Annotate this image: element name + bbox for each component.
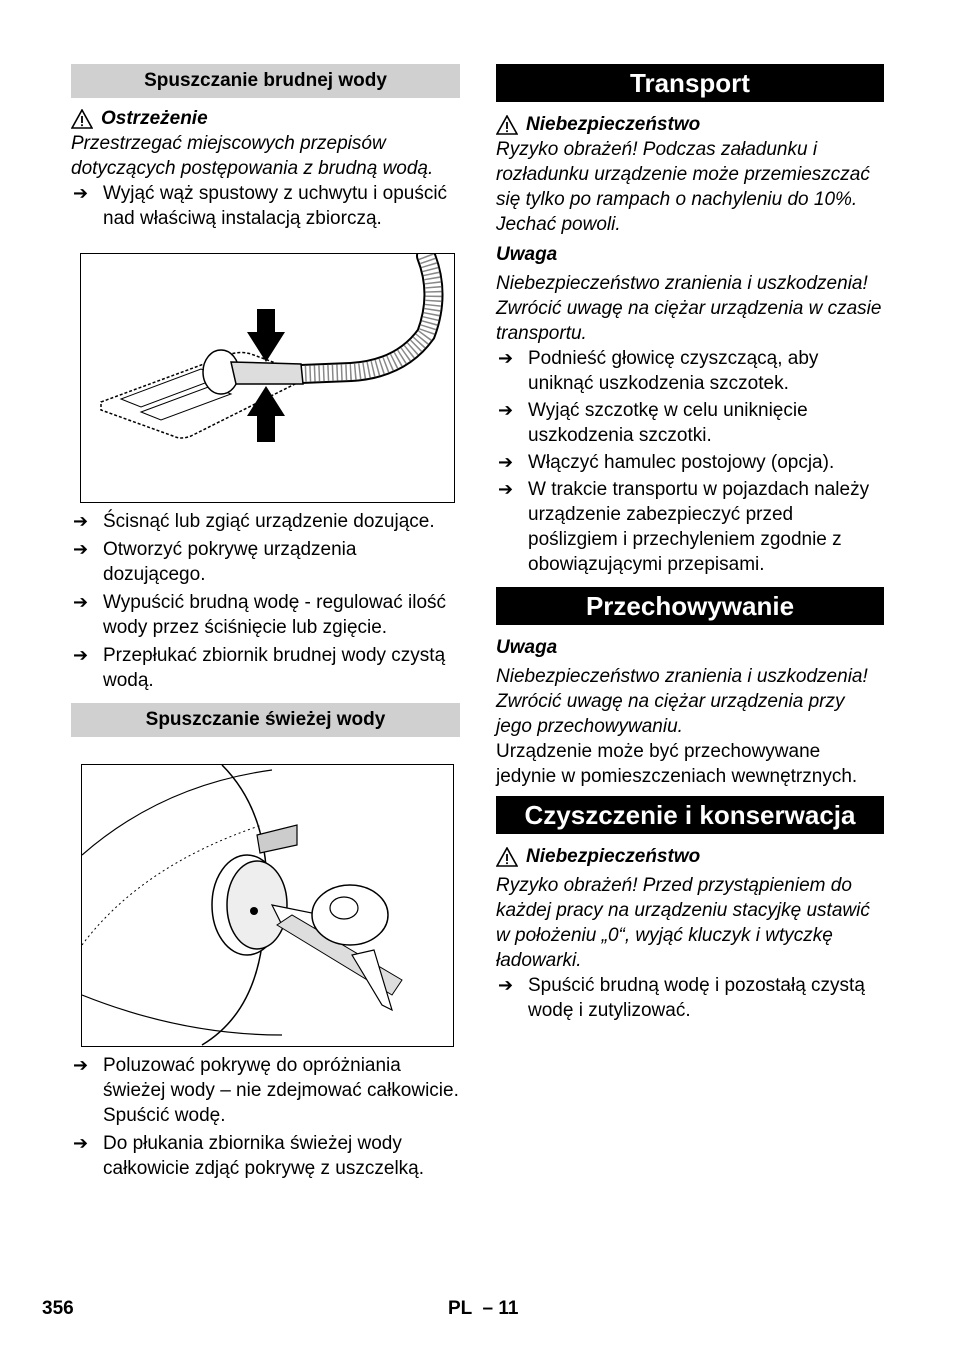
section-title-dirty-water: Spuszczanie brudnej wody	[71, 64, 460, 98]
arrow-right-icon: ➔	[73, 1133, 89, 1153]
drain-hose-illustration	[81, 254, 456, 504]
warning-triangle-icon	[496, 847, 518, 867]
arrow-right-icon: ➔	[498, 975, 514, 995]
list-item: ➔ Ścisnąć lub zgiąć urządzenie dozujące.	[73, 511, 435, 532]
fresh-water-illustration	[82, 765, 455, 1048]
cleaning-bullets	[496, 973, 884, 1023]
note-text: Niebezpieczeństwo zranienia i uszkodzenia! Zwrócić uwagę na ciężar urządzenia w czasie transportu.	[496, 273, 882, 344]
storage-text: Urządzenie może być przechowywane jedynie w pomieszczeniach wewnętrznych.	[496, 741, 858, 787]
list-item: ➔ Wyjąć szczotkę w celu uniknięcie uszkodzenia szczotki.	[498, 400, 808, 446]
arrow-right-icon: ➔	[73, 539, 89, 559]
arrow-right-icon: ➔	[73, 1055, 89, 1075]
arrow-right-icon: ➔	[498, 400, 514, 420]
arrow-right-icon: ➔	[73, 592, 89, 612]
section-title-transport: Transport	[496, 64, 884, 102]
bullet-list-c	[71, 1053, 460, 1181]
right-column	[496, 64, 884, 1023]
arrow-right-icon: ➔	[498, 348, 514, 368]
section-title-cleaning: Czyszczenie i konserwacja	[496, 796, 884, 834]
page-number: 356	[42, 1298, 74, 1319]
warning-triangle-icon	[71, 109, 93, 129]
list-item: ➔ Poluzować pokrywę do opróżniania świeżej wody – nie zdejmować całkowicie. Spuścić wodę.	[73, 1055, 459, 1126]
warning-triangle-icon	[496, 115, 518, 135]
transport-bullets	[496, 346, 884, 577]
warning-text: Przestrzegać miejscowych przepisów dotyczących postępowania z brudną wodą.	[71, 133, 434, 179]
arrow-right-icon: ➔	[73, 183, 89, 203]
arrow-right-icon: ➔	[498, 479, 514, 499]
language-page-label: PL – 11	[448, 1298, 519, 1319]
danger-label: Niebezpieczeństwo	[496, 844, 884, 869]
list-item: ➔ Do płukania zbiornika świeżej wody całkowicie zdjąć pokrywę z uszczelką.	[73, 1133, 425, 1179]
list-item: ➔ Spuścić brudną wodę i pozostałą czystą wodę i zutylizować.	[498, 975, 865, 1021]
warning-label: Ostrzeżenie	[71, 106, 460, 131]
list-item: ➔ Otworzyć pokrywę urządzenia dozującego.	[73, 539, 357, 585]
arrow-right-icon: ➔	[73, 645, 89, 665]
arrow-right-icon: ➔	[498, 452, 514, 472]
note-label: Uwaga	[496, 244, 558, 265]
left-column	[71, 64, 460, 1181]
list-item: ➔ W trakcie transportu w pojazdach należy urządzenie zabezpieczyć przed poślizgiem i przechyleniem zgodnie z obowiązującymi przepisami.	[498, 479, 870, 575]
danger-text: Ryzyko obrażeń! Podczas załadunku i rozładunku urządzenie może przemieszczać się tylko po rampach o nachyleniu do 10%. Jechać powoli.	[496, 139, 870, 235]
list-item: ➔ Wyjąć wąż spustowy z uchwytu i opuścić nad właściwą instalacją zbiorczą.	[73, 183, 448, 229]
list-item: ➔ Wypuścić brudną wodę - regulować ilość wody przez ściśnięcie lub zgięcie.	[73, 592, 447, 638]
list-item: ➔ Włączyć hamulec postojowy (opcja).	[498, 452, 835, 473]
note-label: Uwaga	[496, 637, 558, 658]
bullet-list-a	[71, 181, 460, 231]
note-text: Niebezpieczeństwo zranienia i uszkodzenia! Zwrócić uwagę na ciężar urządzenia przy jego przechowywaniu.	[496, 666, 868, 737]
danger-text: Ryzyko obrażeń! Przed przystąpieniem do każdej pracy na urządzeniu stacyjkę ustawić w położeniu „0“, wyjąć kluczyk i wtyczkę ładowarki.	[496, 875, 870, 971]
arrow-right-icon: ➔	[73, 511, 89, 531]
section-title-fresh-water: Spuszczanie świeżej wody	[71, 703, 460, 737]
bullet-list-b	[71, 509, 460, 693]
figure-fresh-water-cap	[81, 764, 454, 1047]
section-title-storage: Przechowywanie	[496, 587, 884, 625]
list-item: ➔ Podnieść głowicę czyszczącą, aby uniknąć uszkodzenia szczotek.	[498, 348, 819, 394]
figure-drain-hose	[80, 253, 455, 503]
danger-label: Niebezpieczeństwo	[496, 112, 884, 137]
list-item: ➔ Przepłukać zbiornik brudnej wody czystą wodą.	[73, 645, 446, 691]
